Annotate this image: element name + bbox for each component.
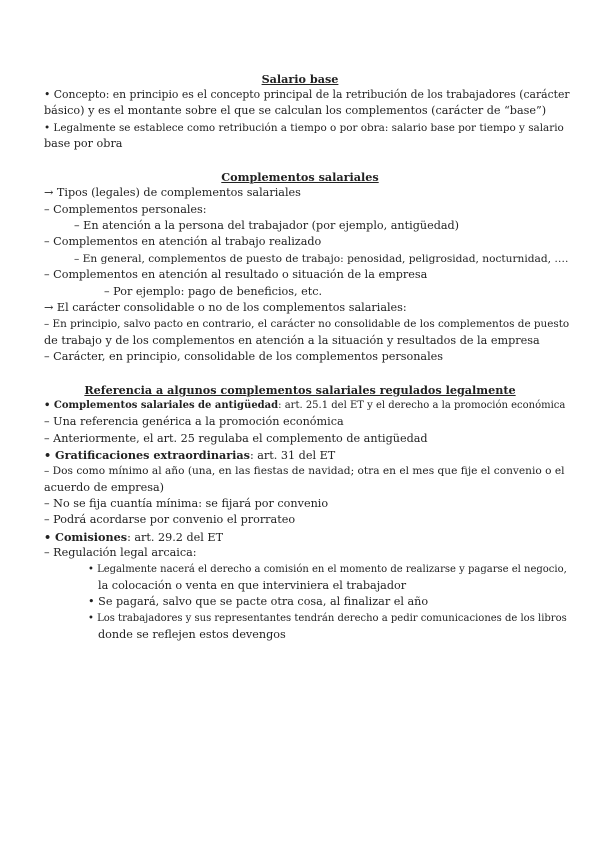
text-line	[44, 447, 335, 464]
text-line: de trabajo y de los complementos en atención a la situación y resultados de la empresa	[44, 334, 540, 347]
text-line: • Se pagará, salvo que se pacte otra cosa, al finalizar el año	[88, 595, 429, 608]
text-line: – En general, complementos de puesto de trabajo: penosidad, peligrosidad, nocturnidad, ….	[74, 253, 569, 265]
text-line: • Legalmente nacerá el derecho a comisión en el momento de realizarse y pagarse el negocio,	[88, 564, 567, 575]
text-line: – Por ejemplo: pago de beneficios, etc.	[104, 285, 323, 298]
section-title-complementos: Complementos salariales	[221, 170, 379, 184]
text-line: – Podrá acordarse por convenio el prorrateo	[44, 513, 296, 526]
text-line: → Tipos (legales) de complementos salariales	[44, 186, 301, 199]
text-line: – Complementos en atención al resultado o situación de la empresa	[44, 268, 428, 281]
text-line: • Legalmente se establece como retribución a tiempo o por obra: salario base por tiempo y salario	[44, 122, 564, 134]
text-line: – Regulación legal arcaica:	[44, 546, 197, 559]
section-title-salario-base: Salario base	[261, 72, 339, 86]
text-line: – Complementos en atención al trabajo realizado	[44, 235, 322, 248]
text-line: – Anteriormente, el art. 25 regulaba el complemento de antigüedad	[44, 432, 428, 445]
text-line: • Los trabajadores y sus representantes tendrán derecho a pedir comunicaciones de los libros	[88, 613, 567, 624]
text-line: • Concepto: en principio es el concepto principal de la retribución de los trabajadores (carácter	[44, 88, 570, 101]
text-line	[44, 398, 565, 414]
text-line: → El carácter consolidable o no de los complementos salariales:	[44, 301, 407, 314]
text-line: – Complementos personales:	[44, 203, 207, 216]
text-line: base por obra	[44, 137, 123, 150]
text-line: la colocación o venta en que interviniera el trabajador	[98, 579, 407, 592]
text-line: – No se fija cuantía mínima: se fijará por convenio	[44, 497, 329, 510]
bold-term: • Comisiones	[44, 530, 128, 544]
bold-term: • Complementos salariales de antigüedad	[44, 400, 279, 411]
text-line: – En atención a la persona del trabajador (por ejemplo, antigüedad)	[74, 219, 460, 232]
bold-term: • Gratificaciones extraordinarias	[44, 448, 250, 462]
text-line: donde se reflejen estos devengos	[98, 628, 286, 641]
text-line: básico) y es el montante sobre el que se calculan los complementos (carácter de “base”)	[44, 104, 547, 117]
text-line: – Una referencia genérica a la promoción económica	[44, 415, 344, 428]
text-run: : art. 31 del ET	[249, 449, 336, 462]
text-line: – Carácter, en principio, consolidable de los complementos personales	[44, 350, 444, 363]
text-line: – En principio, salvo pacto en contrario, el carácter no consolidable de los complementos de puesto	[44, 318, 570, 330]
text-line: acuerdo de empresa)	[44, 481, 165, 494]
text-run: : art. 29.2 del ET	[127, 531, 224, 544]
text-line: – Dos como mínimo al año (una, en las fiestas de navidad; otra en el mes que fije el convenio o el	[44, 465, 565, 477]
section-title-referencia: Referencia a algunos complementos salariales regulados legalmente	[84, 383, 516, 397]
text-run: : art. 25.1 del ET y el derecho a la promoción económica	[278, 400, 566, 411]
text-line	[44, 529, 223, 546]
